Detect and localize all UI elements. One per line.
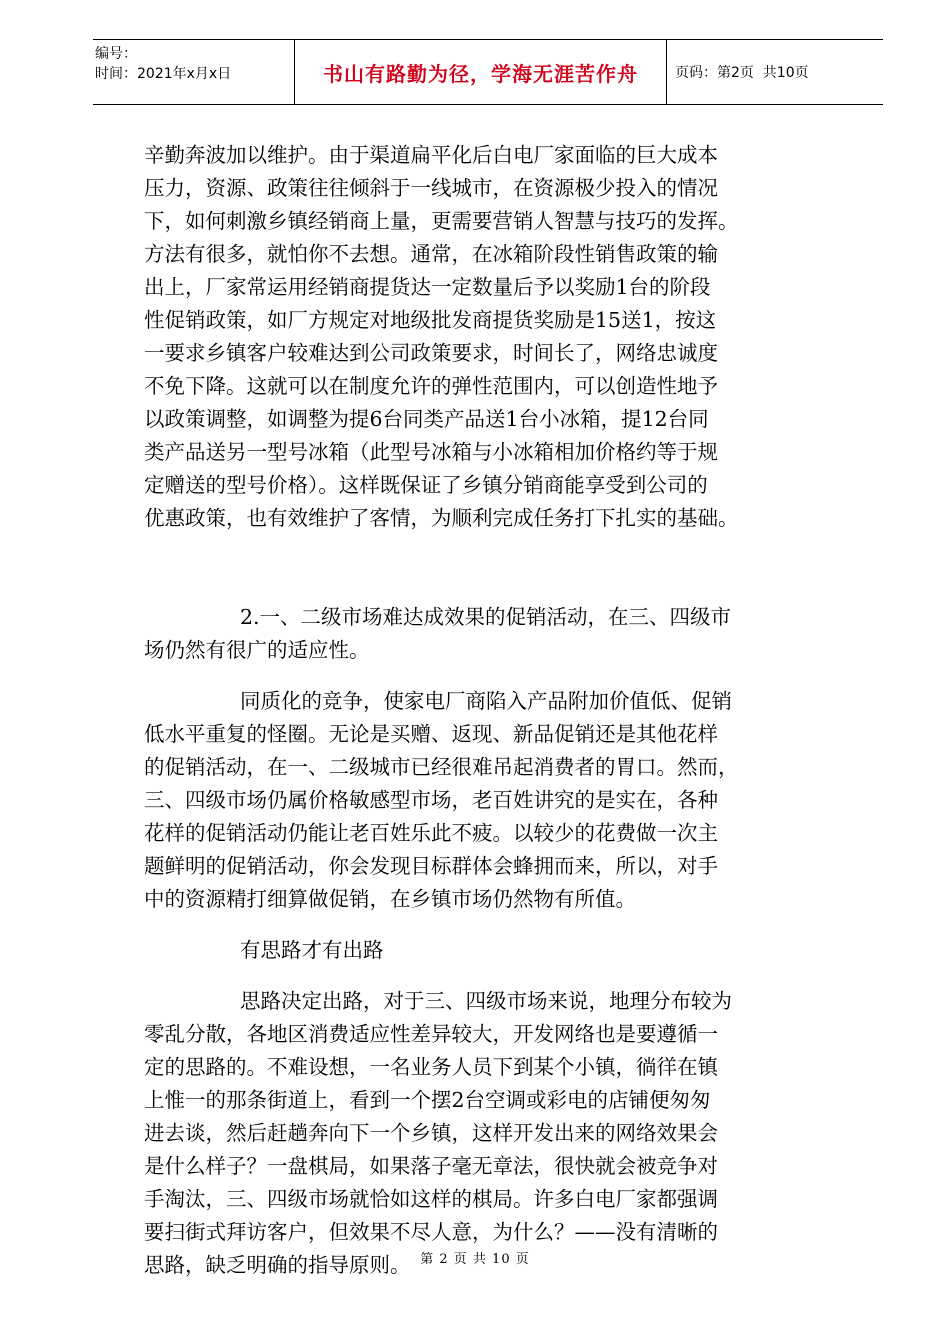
- text-line: 一要求乡镇客户较难达到公司政策要求，时间长了，网络忠诚度: [144, 341, 718, 365]
- text-line: 低水平重复的怪圈。无论是买赠、返现、新品促销还是其他花样: [144, 722, 718, 746]
- header-meta: [93, 40, 295, 104]
- text-line: 同质化的竞争，使家电厂商陷入产品附加价值低、促销: [240, 689, 732, 713]
- text-line: 中的资源精打细算做促销，在乡镇市场仍然物有所值。: [144, 887, 636, 911]
- text-line: 优惠政策，也有效维护了客情，为顺利完成任务打下扎实的基础。: [144, 506, 739, 530]
- text-line: 类产品送另一型号冰箱（此型号冰箱与小冰箱相加价格约等于规: [144, 440, 718, 464]
- text-line: 下，如何刺激乡镇经销商上量，更需要营销人智慧与技巧的发挥。: [144, 209, 739, 233]
- text-line: 的促销活动，在一、二级城市已经很难吊起消费者的胃口。然而，: [144, 755, 739, 779]
- header-page-cell: [667, 40, 883, 104]
- paragraph-2: [144, 685, 820, 916]
- number-label: 编号：: [95, 46, 137, 62]
- document-body: [144, 139, 820, 1282]
- section-heading-3: 有思路才有出路: [240, 938, 384, 962]
- motto-text: 书山有路勤为径，学海无涯苦作舟: [323, 61, 638, 86]
- text-line: 性促销政策，如厂方规定对地级批发商提货奖励是15送1，按这: [144, 308, 717, 332]
- text-line: 上惟一的那条街道上，看到一个摆2台空调或彩电的店铺便匆匆: [144, 1088, 711, 1112]
- text-line: 三、四级市场仍属价格敏感型市场，老百姓讲究的是实在，各种: [144, 788, 718, 812]
- text-line: 不免下降。这就可以在制度允许的弹性范围内，可以创造性地予: [144, 374, 718, 398]
- date-text: 时间：2021年x月x日: [95, 66, 232, 82]
- text-line: 手淘汰，三、四级市场就恰如这样的棋局。许多白电厂家都强调: [144, 1187, 718, 1211]
- text-line: 题鲜明的促销活动，你会发现目标群体会蜂拥而来，所以，对手: [144, 854, 718, 878]
- text-line: 辛勤奔波加以维护。由于渠道扁平化后白电厂家面临的巨大成本: [144, 143, 718, 167]
- text-line: 思路，缺乏明确的指导原则。: [144, 1253, 411, 1277]
- text-line: 以政策调整，如调整为提6台同类产品送1台小冰箱，提12台同: [144, 407, 709, 431]
- page-count-text: 第2页 共10页: [717, 65, 809, 81]
- text-line: 出上，厂家常运用经销商提货达一定数量后予以奖励1台的阶段: [144, 275, 711, 299]
- heading-line: 场仍然有很广的适应性。: [144, 638, 370, 662]
- text-line: 压力，资源、政策往往倾斜于一线城市，在资源极少投入的情况: [144, 176, 718, 200]
- text-line: 思路决定出路，对于三、四级市场来说，地理分布较为: [240, 989, 732, 1013]
- text-line: 要扫街式拜访客户，但效果不尽人意，为什么？——没有清晰的: [144, 1220, 718, 1244]
- section-heading-2: [144, 601, 820, 667]
- text-line: 花样的促销活动仍能让老百姓乐此不疲。以较少的花费做一次主: [144, 821, 718, 845]
- text-line: 进去谈，然后赶趟奔向下一个乡镇，这样开发出来的网络效果会: [144, 1121, 718, 1145]
- heading-line: 2.一、二级市场难达成效果的促销活动，在三、四级市: [240, 605, 732, 629]
- page-label: 页码：: [675, 65, 717, 81]
- header-motto-cell: [295, 40, 667, 104]
- page-footer: 第 2 页 共 10 页: [420, 1252, 530, 1267]
- text-line: 定的思路的。不难设想，一名业务人员下到某个小镇，徜徉在镇: [144, 1055, 718, 1079]
- text-line: 方法有很多，就怕你不去想。通常，在冰箱阶段性销售政策的输: [144, 242, 718, 266]
- paragraph-3: [144, 985, 820, 1282]
- paragraph-1: [144, 139, 820, 535]
- text-line: 定赠送的型号价格）。这样既保证了乡镇分销商能享受到公司的: [144, 473, 708, 497]
- text-line: 是什么样子？一盘棋局，如果落子毫无章法，很快就会被竞争对: [144, 1154, 718, 1178]
- page-header: [93, 39, 883, 105]
- text-line: 零乱分散，各地区消费适应性差异较大，开发网络也是要遵循一: [144, 1022, 718, 1046]
